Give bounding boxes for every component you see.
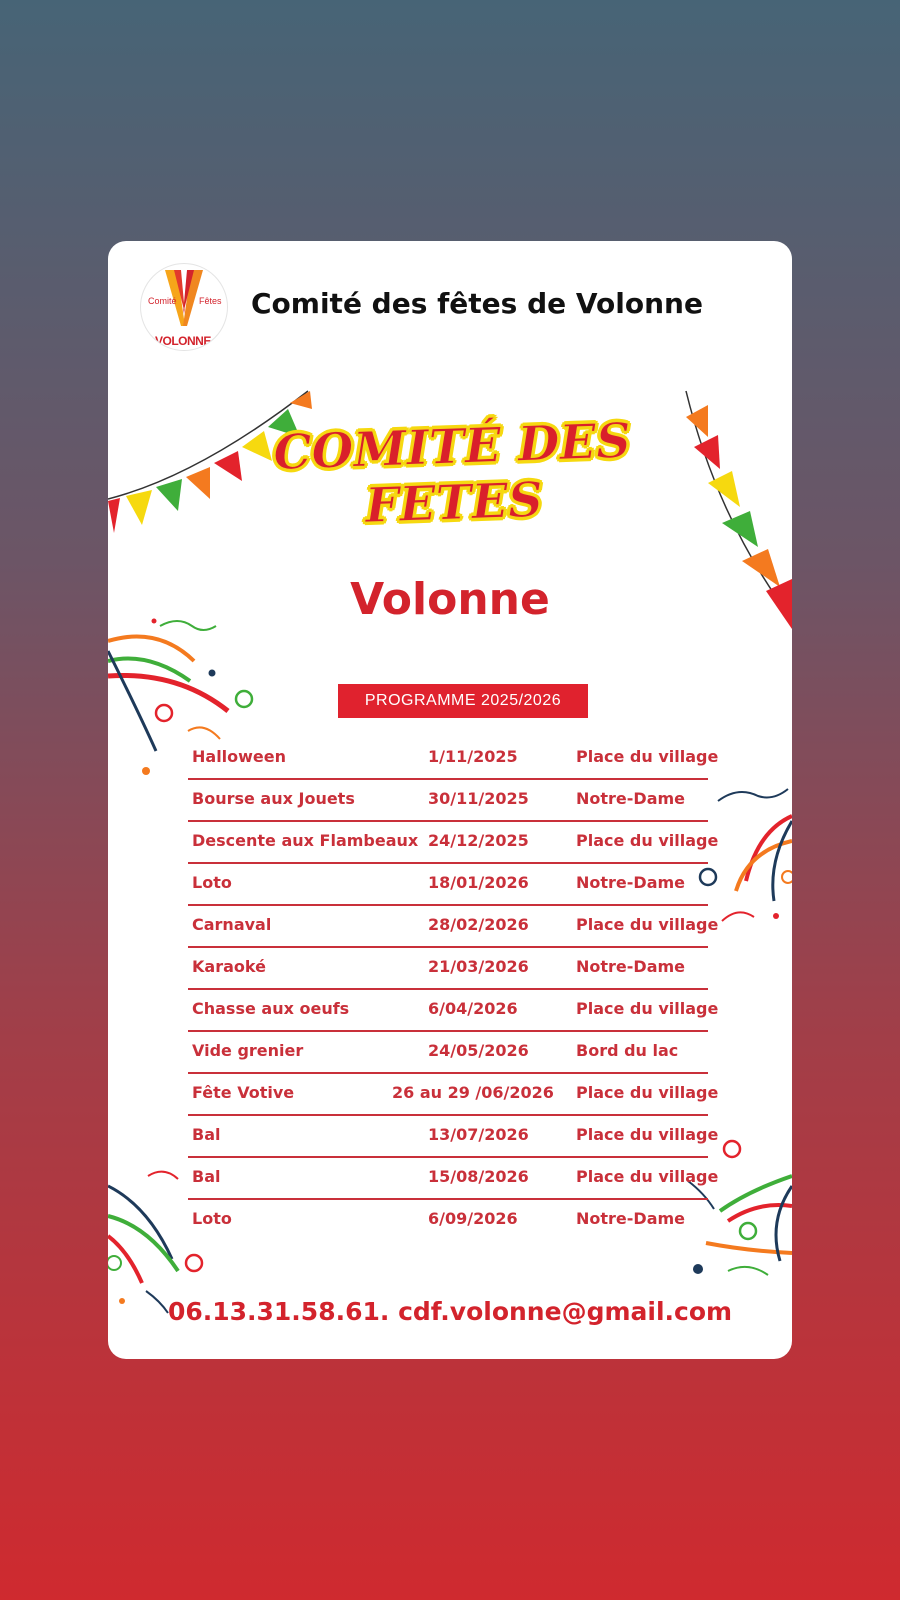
- event-name: Bourse aux Jouets: [192, 789, 355, 808]
- event-place: Place du village: [576, 1125, 719, 1144]
- event-date: 18/01/2026: [428, 873, 529, 892]
- event-row: [188, 1158, 719, 1200]
- page-name[interactable]: Comité des fêtes de Volonne: [251, 287, 703, 320]
- poster-title: [271, 413, 635, 537]
- poster-title-line1: COMITÉ DES: [272, 412, 632, 482]
- event-place: Notre-Dame: [576, 957, 686, 976]
- event-date: 30/11/2025: [428, 789, 529, 808]
- event-place: Notre-Dame: [576, 1209, 686, 1228]
- event-place: Place du village: [576, 915, 719, 934]
- event-name: Bal: [192, 1167, 221, 1186]
- event-name: Loto: [192, 1209, 232, 1228]
- event-name: Descente aux Flambeaux: [192, 831, 419, 850]
- event-place: Notre-Dame: [576, 789, 686, 808]
- event-row: [188, 948, 708, 990]
- logo-text-comite: Comité: [148, 296, 177, 306]
- event-date: 28/02/2026: [428, 915, 529, 934]
- event-place: Place du village: [576, 999, 719, 1018]
- event-row: [188, 1074, 719, 1116]
- event-row: [188, 864, 708, 906]
- event-row: [188, 1200, 708, 1240]
- event-row: [188, 780, 708, 822]
- event-place: Place du village: [576, 1083, 719, 1102]
- post-card: [108, 241, 792, 1359]
- event-name: Loto: [192, 873, 232, 892]
- logo-text-volonne: VOLONNE: [155, 334, 211, 348]
- event-name: Karaoké: [192, 957, 266, 976]
- event-date: 21/03/2026: [428, 957, 529, 976]
- event-row: [188, 738, 719, 780]
- event-date: 6/09/2026: [428, 1209, 518, 1228]
- event-name: Halloween: [192, 747, 287, 766]
- event-date: 1/11/2025: [428, 747, 518, 766]
- program-badge: PROGRAMME 2025/2026: [338, 684, 588, 718]
- event-place: Place du village: [576, 747, 719, 766]
- event-row: [188, 990, 719, 1032]
- contact-info: 06.13.31.58.61. cdf.volonne@gmail.com: [167, 1297, 733, 1326]
- event-row: [188, 906, 719, 948]
- poster-title-line2: FETES: [364, 471, 544, 535]
- logo-text-fetes: Fêtes: [199, 296, 222, 306]
- event-name: Carnaval: [192, 915, 272, 934]
- events-list: [188, 738, 792, 1240]
- event-place: Place du village: [576, 831, 719, 850]
- event-name: Bal: [192, 1125, 221, 1144]
- event-name: Fête Votive: [192, 1083, 295, 1102]
- event-date: 13/07/2026: [428, 1125, 529, 1144]
- event-place: Bord du lac: [576, 1041, 679, 1060]
- poster-town: Volonne: [350, 574, 550, 625]
- event-date: 15/08/2026: [428, 1167, 529, 1186]
- event-date: 6/04/2026: [428, 999, 518, 1018]
- event-row: [188, 822, 719, 864]
- event-name: Chasse aux oeufs: [192, 999, 350, 1018]
- event-row: [188, 1032, 708, 1074]
- event-place: Notre-Dame: [576, 873, 686, 892]
- event-date: 24/05/2026: [428, 1041, 529, 1060]
- event-place: Place du village: [576, 1167, 719, 1186]
- event-date: 26 au 29 /06/2026: [392, 1083, 554, 1102]
- event-date: 24/12/2025: [428, 831, 529, 850]
- event-row: [188, 1116, 719, 1158]
- event-name: Vide grenier: [192, 1041, 304, 1060]
